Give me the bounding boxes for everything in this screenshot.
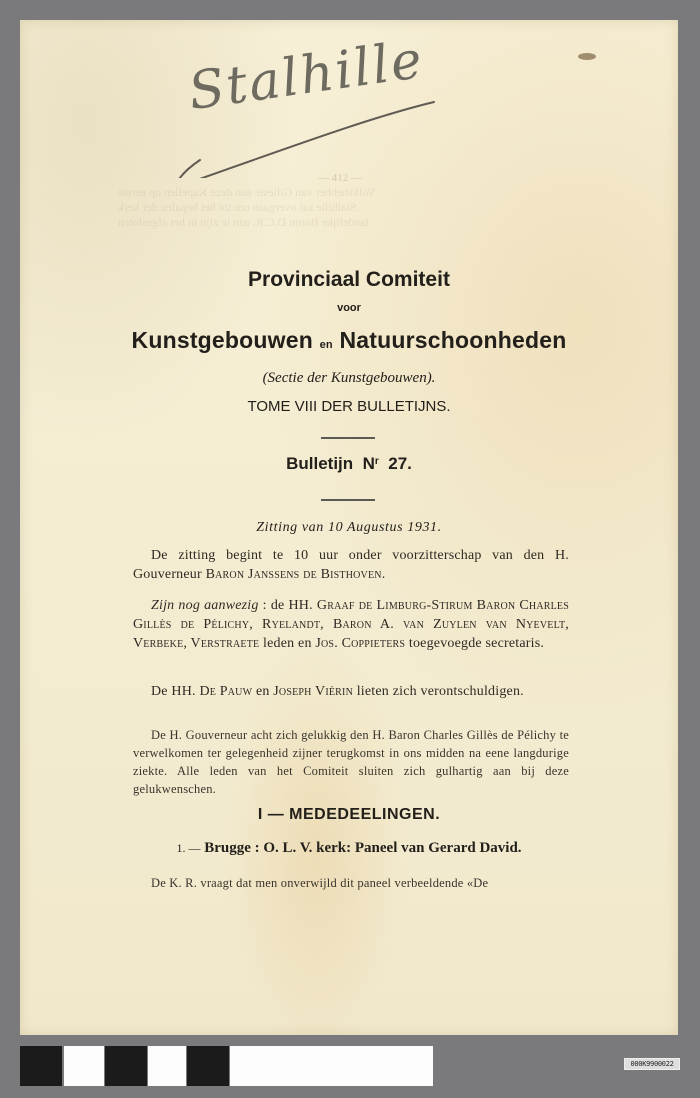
bleed-through-text: Stalhille zal overgaan om tot het bepalen der kerk — [118, 200, 357, 214]
names-members: Graaf de Limburg-Stirum Baron Charles Gillès de Pélichy, Ryelandt, Baron A. van Zuylen van Nyevelt, Verbeke, Verstraete — [133, 598, 569, 651]
welcome-text: De H. Gouverneur acht zich gelukkig den H. Baron Charles Gillès de Pélichy te verwelkomen ter gelegenheid zijner terugkomst in ons midden na eene langdurige ziekte. Alle leden van het Comiteit sluiten zich gulhartig aan bij deze gelukwenschen. — [133, 728, 569, 796]
faint-page-number: — 412 — — [318, 172, 362, 184]
text: leden en — [259, 636, 316, 651]
paragraph-opening — [133, 546, 569, 584]
section-heading: I — MEDEDEELINGEN. — [257, 806, 441, 823]
text: toegevoegde secretaris. — [405, 636, 545, 651]
bulletin-label: Bulletijn — [286, 454, 354, 473]
divider-rule — [321, 437, 375, 439]
text: De zitting begint te 10 uur onder voorzitterschap van den H. Gouverneur — [133, 548, 569, 582]
paragraph-excused — [133, 682, 569, 701]
bleed-through-text: Volkshebber van Gilleste aan deze Kapellen op eerste — [118, 185, 376, 199]
handwritten-annotation — [168, 28, 448, 178]
title-natuurschoonheden: Natuurschoonheden — [339, 327, 567, 353]
paragraph-welcome — [133, 726, 569, 798]
color-bar-black — [187, 1046, 229, 1086]
bleed-through-text: landelijke Baron D.C.R. aan te zijn in het afgesloten — [118, 215, 369, 229]
text: lieten zich verontschuldigen. — [353, 684, 524, 699]
item-title: Brugge : O. L. V. kerk: Paneel van Gerard David. — [204, 840, 522, 856]
paper-stain — [578, 53, 596, 60]
color-bar-white — [148, 1046, 186, 1086]
bulletin-nr: N — [362, 454, 375, 473]
name-governor: Baron Janssens de Bisthoven — [205, 567, 382, 582]
bulletin-heading — [20, 454, 678, 474]
item-heading — [20, 840, 678, 857]
archive-barcode-label: 000K9900022 — [624, 1058, 680, 1070]
title-line-2 — [20, 327, 678, 354]
paragraph-attendees — [133, 596, 569, 653]
name-excused: De Pauw — [199, 684, 253, 699]
bulletin-nr-sup: r — [374, 456, 379, 467]
title-line-1: Provinciaal Comiteit — [248, 268, 450, 291]
pencil-underline-icon — [168, 58, 448, 178]
color-bar-white — [64, 1046, 104, 1086]
text: De HH. — [151, 684, 200, 699]
color-bar-black — [20, 1046, 62, 1086]
session-date: Zitting van 10 Augustus 1931. — [256, 520, 442, 535]
section-subtitle: (Sectie der Kunstgebouwen). — [262, 370, 436, 386]
color-bar-white — [230, 1046, 433, 1086]
name-excused: Joseph Viérin — [273, 684, 354, 699]
item-number: 1. — — [176, 841, 201, 855]
item-text: De K. R. vraagt dat men onverwijld dit paneel verbeeldende «De — [151, 876, 489, 890]
text: en — [252, 684, 274, 699]
color-bar-black — [105, 1046, 147, 1086]
divider-rule — [321, 499, 375, 501]
label-present: Zijn nog aanwezig — [151, 598, 259, 613]
text: : de HH. — [258, 598, 317, 613]
title-voor: voor — [337, 302, 361, 314]
text: . — [381, 567, 386, 582]
title-en: en — [319, 339, 333, 351]
bulletin-number: 27. — [388, 454, 412, 473]
title-kunstgebouwen: Kunstgebouwen — [131, 327, 313, 353]
handwritten-text: Stalhille — [184, 29, 428, 123]
tome-line: TOME VIII DER BULLETIJNS. — [247, 398, 451, 415]
paragraph-item-text — [133, 874, 569, 893]
name-secretary: Jos. Coppieters — [315, 636, 406, 651]
